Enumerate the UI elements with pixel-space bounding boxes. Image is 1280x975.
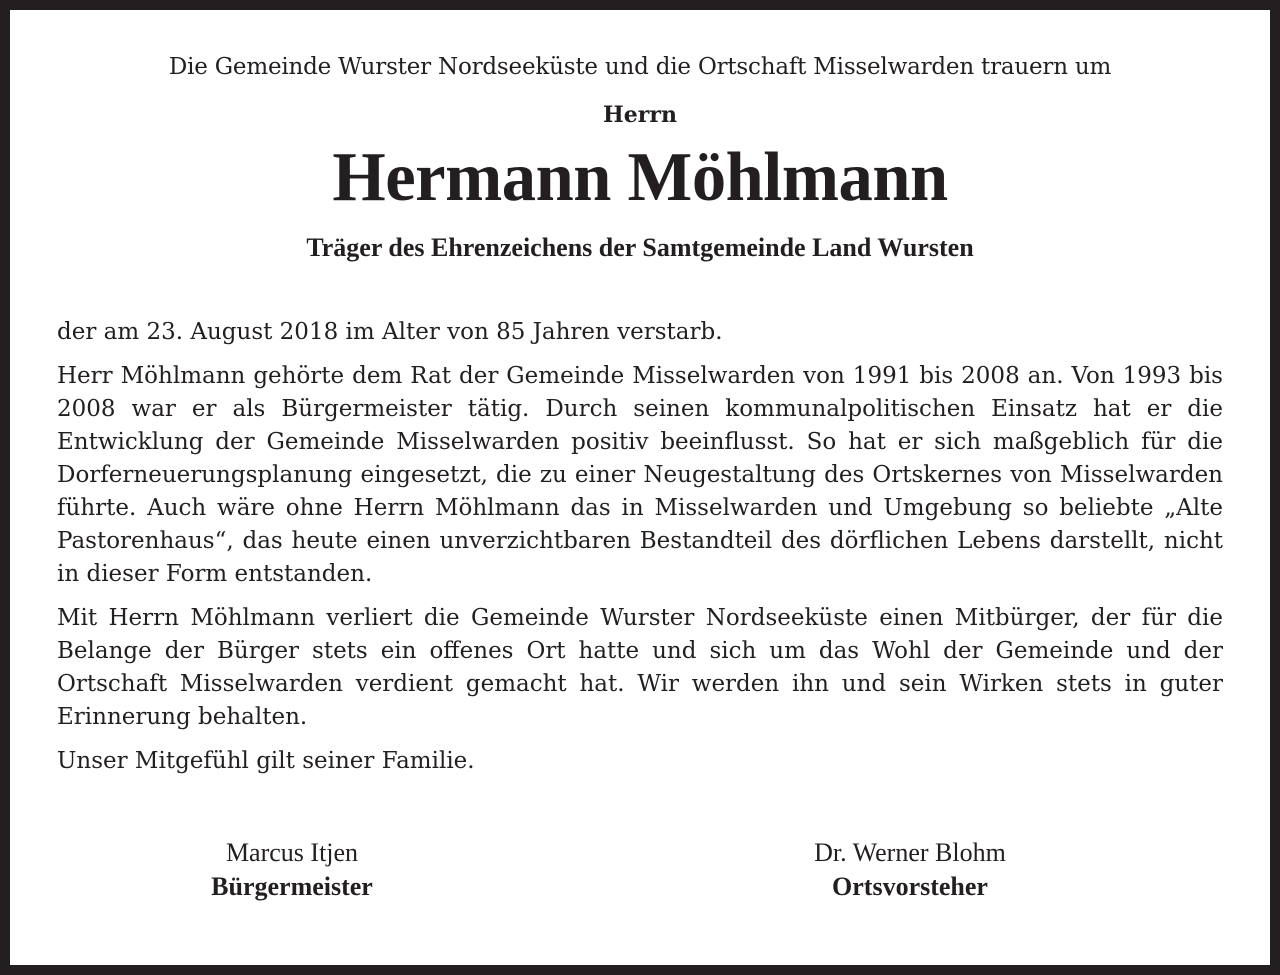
salutation: Herrn bbox=[603, 102, 677, 128]
intro-line: Die Gemeinde Wurster Nordseeküste und die Ortschaft Misselwarden trauern um bbox=[168, 54, 1112, 80]
signatory-role: Ortsvorsteher bbox=[832, 872, 988, 901]
signatory-name: Dr. Werner Blohm bbox=[814, 838, 1006, 867]
signatory-name: Marcus Itjen bbox=[225, 838, 359, 867]
signature-mayor bbox=[172, 836, 412, 904]
honor-title: Träger des Ehrenzeichens der Samtgemeinde Land Wursten bbox=[306, 233, 974, 262]
signature-local-head bbox=[770, 836, 1050, 904]
signatory-role: Bürgermeister bbox=[211, 872, 373, 901]
body-text bbox=[57, 316, 1223, 789]
obituary-notice bbox=[10, 10, 1270, 965]
paragraph-career: Herr Möhlmann gehörte dem Rat der Gemeinde Misselwarden von 1991 bis 2008 an. Von 1993 bis 2008 war er als Bürgermeister tätig. Durch seinen kommunalpolitischen Einsatz hat er die Entwicklung der Gemeinde Misselwarden positiv beeinflusst. So hat er sich maßgeblich für die Dorferneuerungsplanung eingesetzt, die zu einer Neugestaltung des Ortskernes von Misselwarden führte. Auch wäre ohne Herrn Möhlmann das in Misselwarden und Umgebung so beliebte „Alte Pastorenhaus“, das heute einen unverzichtbaren Bestandteil des dörflichen Lebens darstellt, nicht in dieser Form entstanden. bbox=[57, 363, 1223, 587]
deceased-name: Hermann Möhlmann bbox=[332, 139, 948, 216]
paragraph-condolence: Unser Mitgefühl gilt seiner Familie. bbox=[57, 748, 475, 774]
paragraph-death-date: der am 23. August 2018 im Alter von 85 Jahren verstarb. bbox=[57, 319, 723, 345]
paragraph-tribute: Mit Herrn Möhlmann verliert die Gemeinde Wurster Nordseeküste einen Mitbürger, der für die Belange der Bürger stets ein offenes Ort hatte und sich um das Wohl der Gemeinde und der Ortschaft Misselwarden verdient gemacht hat. Wir werden ihn und sein Wirken stets in guter Erinnerung behalten. bbox=[57, 605, 1223, 730]
